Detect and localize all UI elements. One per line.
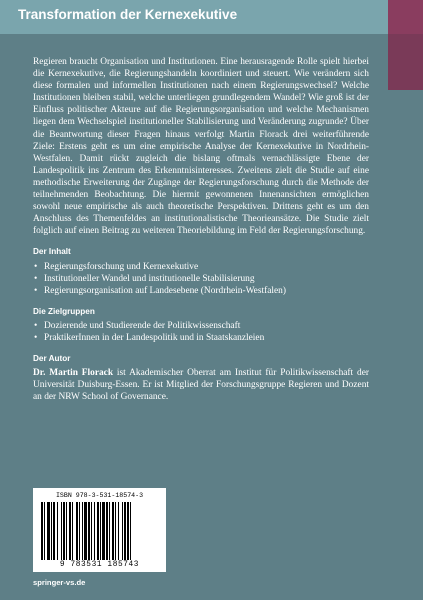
publisher-url[interactable]: springer-vs.de (33, 578, 86, 587)
accent-block (388, 0, 423, 34)
list-item: • Institutioneller Wandel und institutionelle Stabilisierung (33, 273, 369, 285)
author-name: Dr. Martin Florack (33, 368, 114, 379)
author-paragraph (33, 367, 369, 403)
inhalt-list (33, 261, 369, 297)
intro-paragraph: Regieren braucht Organisation und Institutionen. Eine herausragende Rolle spielt hierbei die Kernexekutive, die Regierungshandeln koordiniert und steuert. Wie verändern sich diese formalen und informellen Institutionen nach einem Regierungswechsel? Welche Institutionen bleiben stabil, welche unterliegen grundlegendem Wandel? Wie groß ist der Einfluss politischer Akteure auf die Regierungsorganisation und welche Mechanismen liegen dem Wechselspiel institutioneller Stabilisierung und Veränderung zugrunde? Über die Beantwortung dieser Fragen hinaus verfolgt Martin Florack drei weiterführende Ziele: Erstens geht es um eine empirische Analyse der Kernexekutive in Nordrhein-Westfalen. Damit rückt zugleich die bislang oftmals vernachlässigte Ebene der Landespolitik ins Zentrum des Erkenntnisinteresses. Zweitens zielt die Studie auf eine methodische Erweiterung der Zugänge der Regierungsforschung durch die Methode der teilnehmenden Beobachtung. Die hiermit gewonnenen Innenansichten ermöglichen sowohl neue empirische als auch theoretische Perspektiven. Drittens geht es um den Anschluss des Themenfeldes an institutionalistische Theorieansätze. Die Studie zielt folglich auf einen Beitrag zu weiteren Theoriebildung im Feld der Regierungsforschung. (33, 57, 369, 237)
list-item: • Regierungsforschung und Kernexekutive (33, 261, 369, 273)
book-title: Transformation der Kernexekutive (18, 7, 238, 22)
list-item: • Regierungsorganisation auf Landesebene (Nordrhein-Westfalen) (33, 285, 369, 297)
zielgruppen-list (33, 320, 369, 344)
barcode-icon (39, 502, 160, 560)
list-item: • Dozierende und Studierende der Politikwissenschaft (33, 320, 369, 332)
list-item: • PraktikerInnen in der Landespolitik und in Staatskanzleien (33, 332, 369, 344)
barcode-box (33, 488, 166, 572)
accent-side-strip (388, 34, 423, 90)
isbn-label: ISBN 978-3-531-18574-3 (55, 492, 144, 499)
author-bio: ist Akademischer Oberrat am Institut für Politikwissenschaft der Universität Duisburg-Essen. Er ist Mitglied der Forschungsgruppe Regieren und Dozent an der NRW School of Governance. (33, 368, 369, 403)
section-heading-zielgruppen: Die Zielgruppen (33, 306, 95, 316)
barcode-digits: 9 783531 185743 (59, 561, 140, 569)
section-heading-autor: Der Autor (33, 354, 71, 364)
section-heading-inhalt: Der Inhalt (33, 247, 71, 257)
back-cover-text (33, 56, 369, 403)
